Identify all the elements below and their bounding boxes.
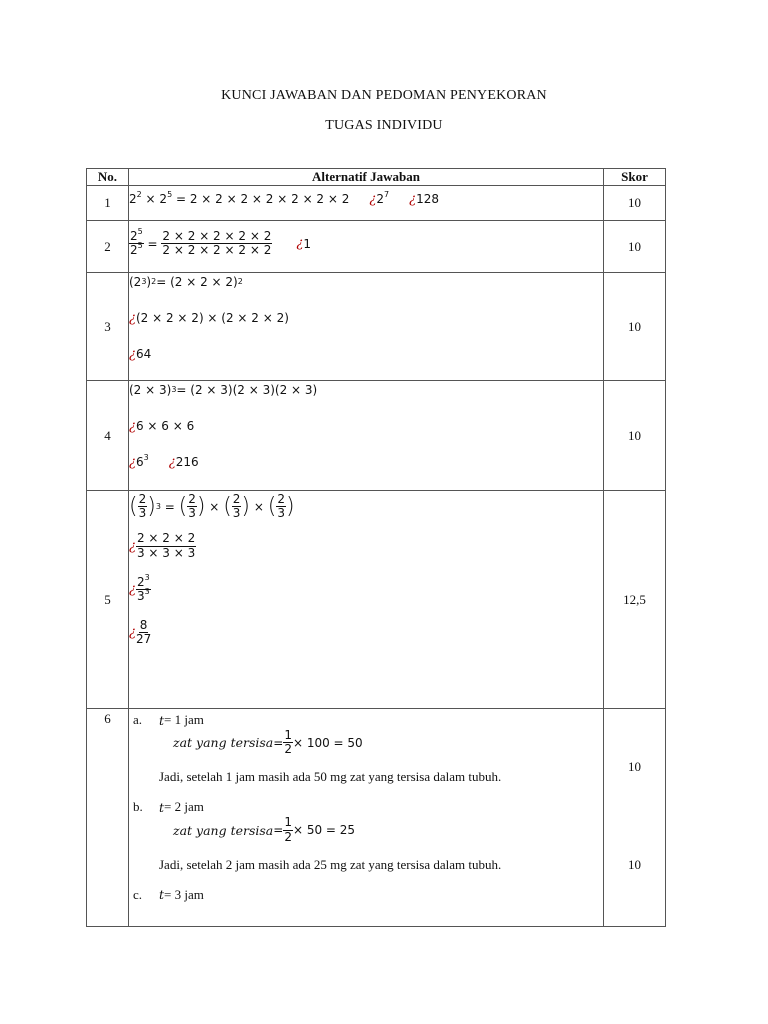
answer-cell: (2 3 ) 2 = (2 × 2 × 2) 2 ¿ (2 × 2 × 2) × (2 × 2 × 2) ¿ 64 (129, 273, 604, 381)
score-cell (604, 709, 666, 927)
conclusion-a: Jadi, setelah 1 jam masih ada 50 mg zat yang tersisa dalam tubuh. (159, 769, 502, 785)
row-number: 6 (87, 709, 129, 927)
table-row-6 (87, 709, 666, 927)
answer-cell: $\frac{2^5}{2^5}$ = $\frac{2 \times 2 \times 2 \times 2 \times 2}{2 \times 2 \times 2 \times 2 \times 2}$ ¿ 1 (129, 221, 604, 273)
row-number: 1 (87, 186, 129, 221)
fraction: $\frac{2^5}{2^5}$ (130, 226, 143, 257)
equals-symbol: ¿ (296, 236, 304, 251)
fraction: $\frac{2 \times 2 \times 2 \times 2 \times 2}{2 \times 2 \times 2 \times 2 \times 2}$ (162, 228, 272, 257)
document-subtitle: TUGAS INDIVIDU (325, 118, 443, 133)
answer-key-table (86, 168, 666, 927)
score-cell: 10 (604, 273, 666, 381)
answer-cell: $2^2 \times 2^5 = 2 \times 2 \times 2 \times 2 \times 2 \times 2 \times 2$ ¿ $2^7$ ¿ 128 (129, 186, 604, 221)
table-row-5 (87, 491, 666, 709)
document-title: KUNCI JAWABAN DAN PEDOMAN PENYEKORAN (221, 88, 547, 103)
result: 128 (416, 192, 439, 206)
header-answer: Alternatif Jawaban (129, 169, 604, 186)
answer-cell: (2 × 3) 3 = (2 × 3)(2 × 3)(2 × 3) ¿ 6 × 6 × 6 ¿ $6^3$ ¿ 216 (129, 381, 604, 491)
equals-symbol: ¿ (369, 191, 377, 207)
row-number: 5 (87, 491, 129, 709)
score-6a: 10 (628, 759, 641, 774)
answer-cell: a. t = 1 jam zat yang tersisa = $\frac{1}{2}$ × 100 = 50 Jadi, setelah 1 jam masih ada 50 mg zat yang tersisa dalam tubuh. b. t = 2 jam zat yang tersisa = $\frac{1}{2}$ × 50 = 25 Jadi, setelah 2 jam masih ada 25 mg zat yang tersisa dalam tubuh. c. t = 3 jam (129, 709, 604, 927)
row-number: 2 (87, 221, 129, 273)
result: 1 (303, 236, 311, 251)
score-6b: 10 (628, 857, 641, 872)
fraction: $2^3$ $3^3$ (136, 572, 150, 603)
score-cell: 12,5 (604, 491, 666, 709)
score-cell: 10 (604, 381, 666, 491)
row-number: 3 (87, 273, 129, 381)
header-no: No. (87, 169, 129, 186)
table-row-4 (87, 381, 666, 491)
equals-symbol: ¿ (409, 191, 417, 207)
table-row-1 (87, 186, 666, 221)
table-row-3 (87, 273, 666, 381)
fraction: 8 27 (135, 618, 152, 647)
conclusion-b: Jadi, setelah 2 jam masih ada 25 mg zat yang tersisa dalam tubuh. (159, 856, 502, 872)
header-score: Skor (604, 169, 666, 186)
row-number: 4 (87, 381, 129, 491)
score-cell: 10 (604, 186, 666, 221)
math-expression: $2^2 \times 2^5 = 2 \times 2 \times 2 \times 2 \times 2 \times 2 \times 2$ (129, 190, 350, 206)
answer-cell: ( 2 3 ) 3 = ( 2 3 ) × ( 2 3 ) × ( 2 3 ) ¿ 2 × 2 × 2 3 × 3 × 3 ¿ $2^3$ $3^3$ ¿ 8 27 (129, 491, 604, 709)
table-row-2 (87, 221, 666, 273)
table-header-row (87, 169, 666, 186)
score-cell: 10 (604, 221, 666, 273)
fraction: 2 × 2 × 2 3 × 3 × 3 (136, 531, 196, 560)
